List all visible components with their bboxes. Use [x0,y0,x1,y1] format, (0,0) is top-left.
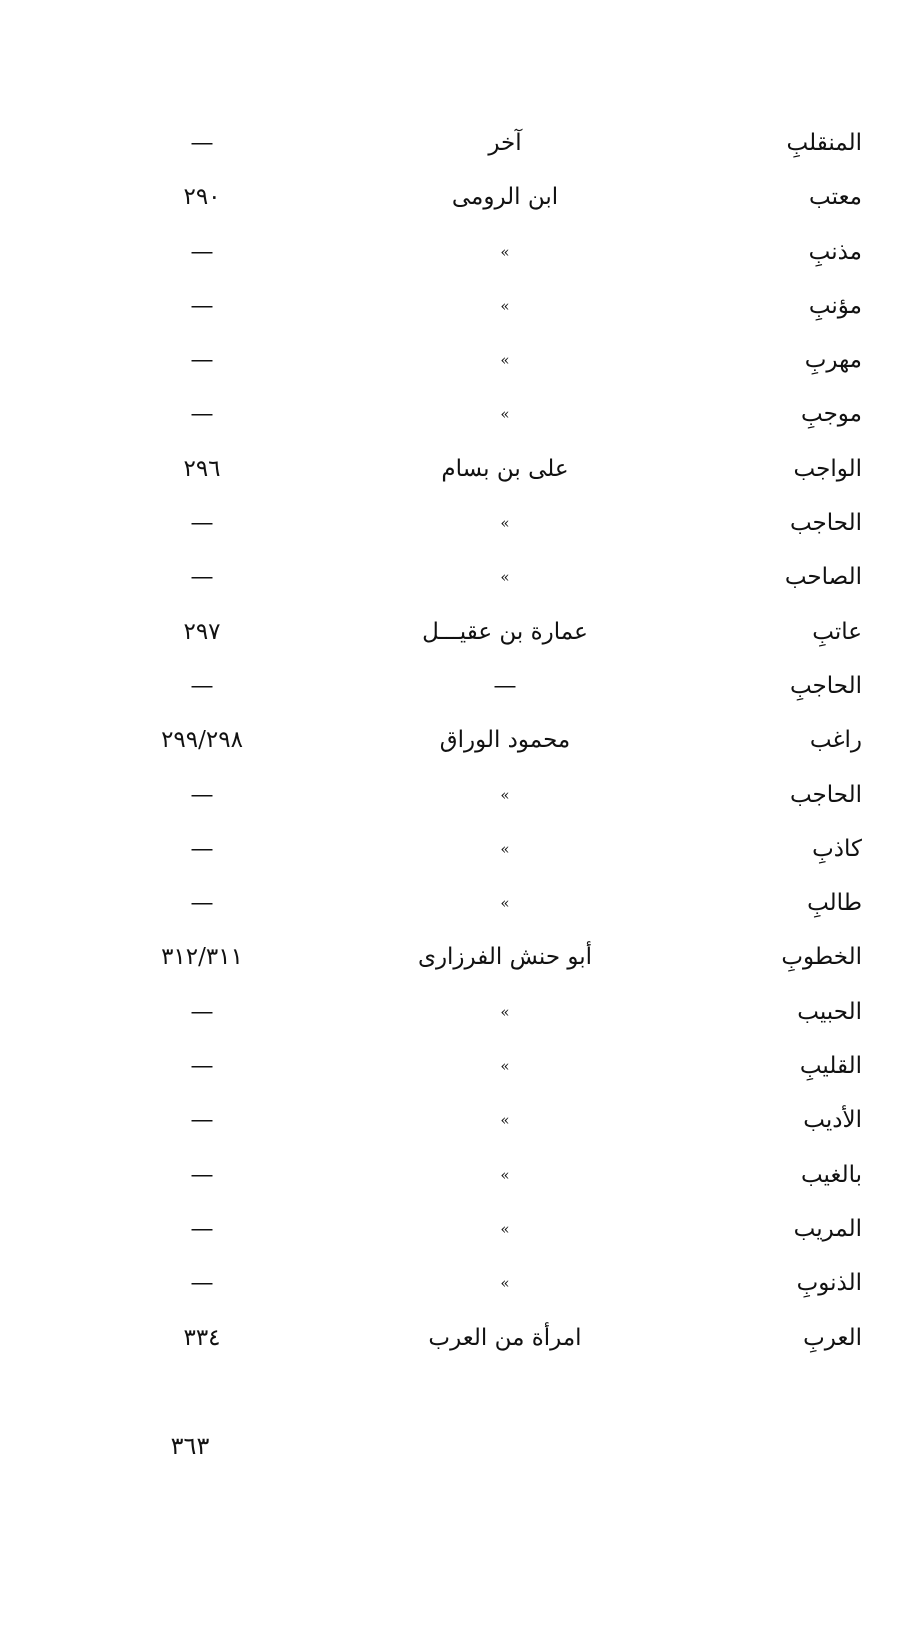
poet-name: على بن بسام [441,455,569,482]
poet-name: » [500,839,510,858]
page-reference: — [190,835,214,862]
poet-name: » [500,568,510,587]
poet-name: » [500,785,510,804]
rhyme-word: عاتبِ [812,618,862,645]
page-reference: — [190,510,214,537]
poet-name: ابن الرومى [451,184,559,211]
page-reference: — [190,564,214,591]
poet-name: » [500,1219,510,1238]
index-row [0,395,909,449]
index-row [0,1156,909,1210]
page-reference: — [190,1161,214,1188]
index-row [0,233,909,287]
page-reference: — [190,130,214,156]
page-reference: — [190,890,214,917]
index-row [0,287,909,341]
poet-name: » [500,894,510,913]
poet-name: » [500,1057,510,1076]
index-row [0,884,909,938]
page-reference: — [190,401,214,428]
rhyme-word: مذنبِ [808,238,862,265]
page-reference: — [190,238,214,265]
index-row [0,504,909,558]
rhyme-word: راغب [809,727,862,754]
page-reference: ٢٩٠ [183,184,221,211]
page-reference: — [190,781,214,808]
index-row [0,341,909,395]
index-row [0,776,909,830]
poet-name: » [500,1165,510,1184]
page-reference: ٢٩٧ [183,618,221,645]
page-reference: — [190,1107,214,1134]
rhyme-word: الحاجب [789,781,862,808]
index-row [0,1101,909,1155]
rhyme-word: الأديب [803,1107,862,1134]
poet-name: » [500,1111,510,1130]
poet-name: » [500,351,510,370]
page-reference: ٢٩٩/٢٩٨ [161,727,243,754]
poet-name: » [500,514,510,533]
poet-name: » [500,242,510,261]
page-reference: — [190,672,214,699]
index-row [0,124,909,178]
index-row [0,938,909,992]
rhyme-word: بالغيب [800,1161,862,1188]
poet-name: » [500,405,510,424]
index-row [0,993,909,1047]
index-row [0,721,909,775]
rhyme-word: الحاجب [789,510,862,537]
poet-name: » [500,1274,510,1293]
poet-name: أبو حنش الفرزارى [417,944,593,971]
page-reference: — [190,1270,214,1297]
index-row [0,450,909,504]
index-row [0,1319,909,1373]
page-reference: ٢٩٦ [183,455,221,482]
index-row [0,178,909,232]
page-reference: — [190,292,214,319]
page-reference: ٣٣٤ [183,1324,221,1351]
page-reference: — [190,1215,214,1242]
rhyme-word: كاذبِ [812,835,862,862]
index-row [0,1210,909,1264]
page-reference: — [190,347,214,374]
index-row [0,613,909,667]
rhyme-word: المنقلبِ [786,130,862,156]
index-row [0,558,909,612]
page-number: ٣٦٣ [170,1432,210,1460]
poet-name: امرأة من العرب [428,1324,582,1351]
rhyme-index-table [0,124,909,1373]
rhyme-word: موجبِ [800,401,862,428]
index-row [0,1264,909,1318]
rhyme-word: الواجب [793,455,862,482]
rhyme-word: مؤنبِ [808,292,862,319]
poet-name: » [500,1002,510,1021]
poet-name: آخر [488,130,522,156]
index-row [0,667,909,721]
index-row [0,1047,909,1101]
rhyme-word: الخطوبِ [781,944,862,971]
rhyme-word: الصاحب [784,564,862,591]
poet-name: — [493,672,517,699]
rhyme-word: معتب [809,184,862,211]
rhyme-word: القليبِ [799,1053,862,1080]
rhyme-word: الحاجبِ [789,672,862,699]
poet-name: عمارة بن عقيـــل [422,618,588,645]
poet-name: محمود الوراق [439,727,571,754]
rhyme-word: المريب [793,1215,862,1242]
index-row [0,830,909,884]
rhyme-word: مهربِ [804,347,862,374]
poet-name: » [500,296,510,315]
page-reference: — [190,998,214,1025]
page-reference: ٣١٢/٣١١ [161,944,243,971]
page-reference: — [190,1053,214,1080]
rhyme-word: العربِ [803,1324,862,1351]
rhyme-word: الحبيب [797,998,862,1025]
rhyme-word: الذنوبِ [796,1270,862,1297]
rhyme-word: طالبِ [807,890,862,917]
